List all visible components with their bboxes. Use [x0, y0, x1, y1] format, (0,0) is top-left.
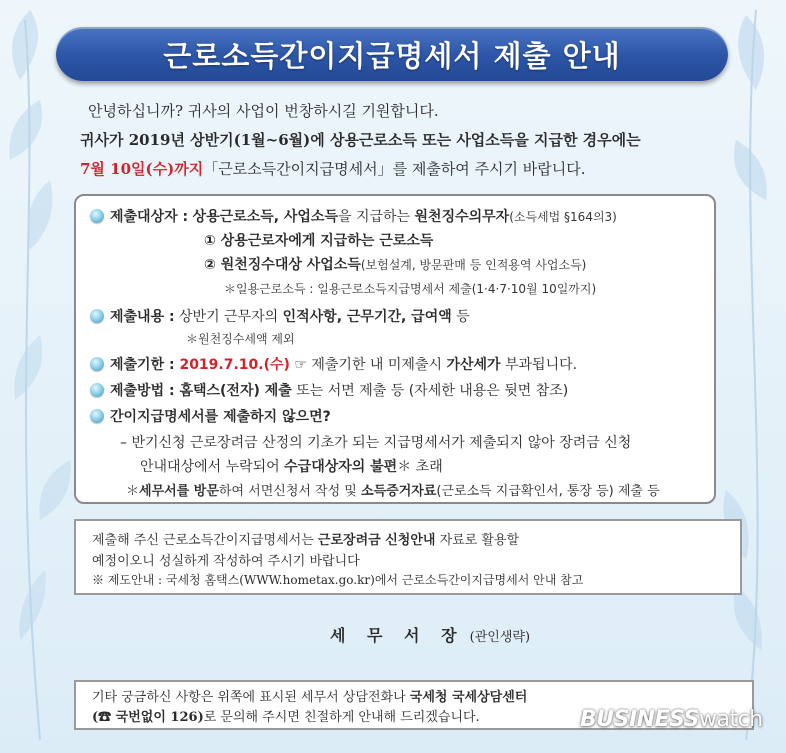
intro-condition-line: 귀사가 2019년 상반기(1월~6월)에 상용근로소득 또는 사업소득을 지급한 경우에는 — [80, 131, 641, 149]
target-label: 제출대상자 : — [110, 209, 189, 225]
bullet-icon — [90, 383, 104, 397]
consequence-line-2-bold: 수급대상자의 불편 — [284, 459, 398, 475]
consequence-label: 간이지급명세서를 제출하지 않으면? — [110, 409, 331, 425]
note-box — [74, 519, 742, 595]
watermark-part-1: BUSINESS — [580, 707, 700, 732]
deadline-text-2: 부과됩니다. — [500, 357, 578, 373]
watermark-logo — [580, 707, 763, 732]
footer-line-1-bold: 국세청 국세상담센터 — [409, 690, 528, 705]
footer-line-1 — [92, 686, 527, 705]
content-bold-1: 인적사항, 근무기간, 급여액 — [282, 309, 452, 325]
consequence-line-1: – 반기신청 근로장려금 산정의 기초가 되는 지급명세서가 제출되지 않아 장려금 신청 — [120, 435, 632, 451]
consequence-line-3 — [126, 480, 660, 499]
signer — [330, 623, 530, 646]
deadline-text-1: ☞ 제출기한 내 미제출시 — [289, 357, 447, 373]
bullet-icon — [90, 409, 104, 423]
info-box — [74, 194, 716, 504]
intro-deadline-rest: 「근로소득간이지급명세서」를 제출하여 주시기 바랍니다. — [203, 160, 586, 178]
target-item-2-note: (보험설계, 방문판매 등 인적용역 사업소득) — [360, 258, 587, 272]
watermark-part-2: watch — [699, 707, 763, 732]
page-title: 근로소득간이지급명세서 제출 안내 — [163, 38, 621, 73]
consequence-row — [90, 406, 331, 426]
method-text-1: 또는 서면 제출 등 (자세한 내용은 뒷면 참조) — [291, 383, 569, 399]
deadline-bold-1: 가산세가 — [446, 357, 501, 373]
target-text-1: 을 지급하는 — [337, 209, 415, 225]
consequence-line-2-end: ＊ 초래 — [397, 459, 443, 475]
footer-line-2-text: 로 문의해 주시면 친절하게 안내해 드리겠습니다. — [203, 710, 480, 725]
target-daily-note: ＊일용근로소득 : 일용근로소득지급명세서 제출(1·4·7·10월 10일까지) — [224, 282, 597, 296]
target-law-ref: (소득세법 §164의3) — [509, 210, 617, 224]
note-line-1-end: 자료로 활용할 — [435, 533, 520, 548]
note-line-3: ※ 제도안내 : 국세청 홈택스(WWW.hometax.go.kr)에서 근로소득간이지급명세서 안내 참고 — [92, 573, 584, 587]
target-item-2-row — [204, 254, 586, 274]
title-banner — [56, 27, 728, 81]
signer-name: 세 무 서 장 — [330, 626, 465, 645]
target-item-1: ① 상용근로자에게 지급하는 근로소득 — [204, 233, 434, 249]
consequence-line-2-text: 안내대상에서 누락되어 — [140, 459, 285, 475]
consequence-line-3-text-2: (근로소득 지급확인서, 통장 등) 제출 등 — [436, 484, 660, 499]
note-line-2: 예정이오니 성실하게 작성하여 주시기 바랍니다 — [92, 554, 360, 569]
target-bold-2: 원천징수의무자 — [414, 209, 510, 225]
deadline-row — [90, 354, 577, 374]
consequence-line-3-bold-1: 세무서를 방문 — [139, 484, 219, 499]
bullet-icon — [90, 309, 104, 323]
consequence-line-3-star: ＊ — [126, 484, 140, 499]
content-label: 제출내용 : — [110, 309, 175, 325]
target-row — [90, 206, 617, 226]
content-text-2: 등 — [451, 309, 470, 325]
note-line-1-bold: 근로장려금 신청안내 — [317, 533, 436, 548]
content-note: ＊원천징수세액 제외 — [186, 332, 295, 346]
content-text-1: 상반기 근무자의 — [174, 309, 283, 325]
footer-line-2 — [92, 706, 480, 725]
deadline-label: 제출기한 : — [110, 357, 175, 373]
intro-deadline-line — [80, 158, 586, 179]
footer-line-1-text: 기타 궁금하신 사항은 위쪽에 표시된 세무서 상담전화나 — [92, 690, 410, 705]
consequence-line-2 — [140, 456, 443, 476]
bullet-icon — [90, 209, 104, 223]
method-label: 제출방법 : — [110, 383, 175, 399]
content-row — [90, 306, 470, 326]
signer-seal-note: (관인생략) — [469, 630, 531, 645]
method-bold-1: 홈택스(전자) 제출 — [174, 383, 292, 399]
greeting-line: 안녕하십니까? 귀사의 사업이 번창하시길 기원합니다. — [88, 102, 439, 120]
footer-line-2-bold: (☎ 국번없이 126) — [92, 710, 204, 725]
deadline-date: 2019.7.10.(수) — [174, 357, 290, 373]
target-item-2: ② 원천징수대상 사업소득 — [204, 257, 361, 273]
consequence-line-3-text-1: 하여 서면신청서 작성 및 — [218, 484, 362, 499]
target-bold-1: 상용근로소득, 사업소득 — [192, 209, 338, 225]
note-line-1-text: 제출해 주신 근로소득간이지급명세서는 — [92, 533, 318, 548]
bullet-icon — [90, 357, 104, 371]
note-line-1 — [92, 529, 519, 548]
method-row — [90, 380, 568, 400]
intro-deadline-date: 7월 10일(수)까지 — [80, 160, 204, 178]
consequence-line-3-bold-2: 소득증거자료 — [361, 484, 437, 499]
